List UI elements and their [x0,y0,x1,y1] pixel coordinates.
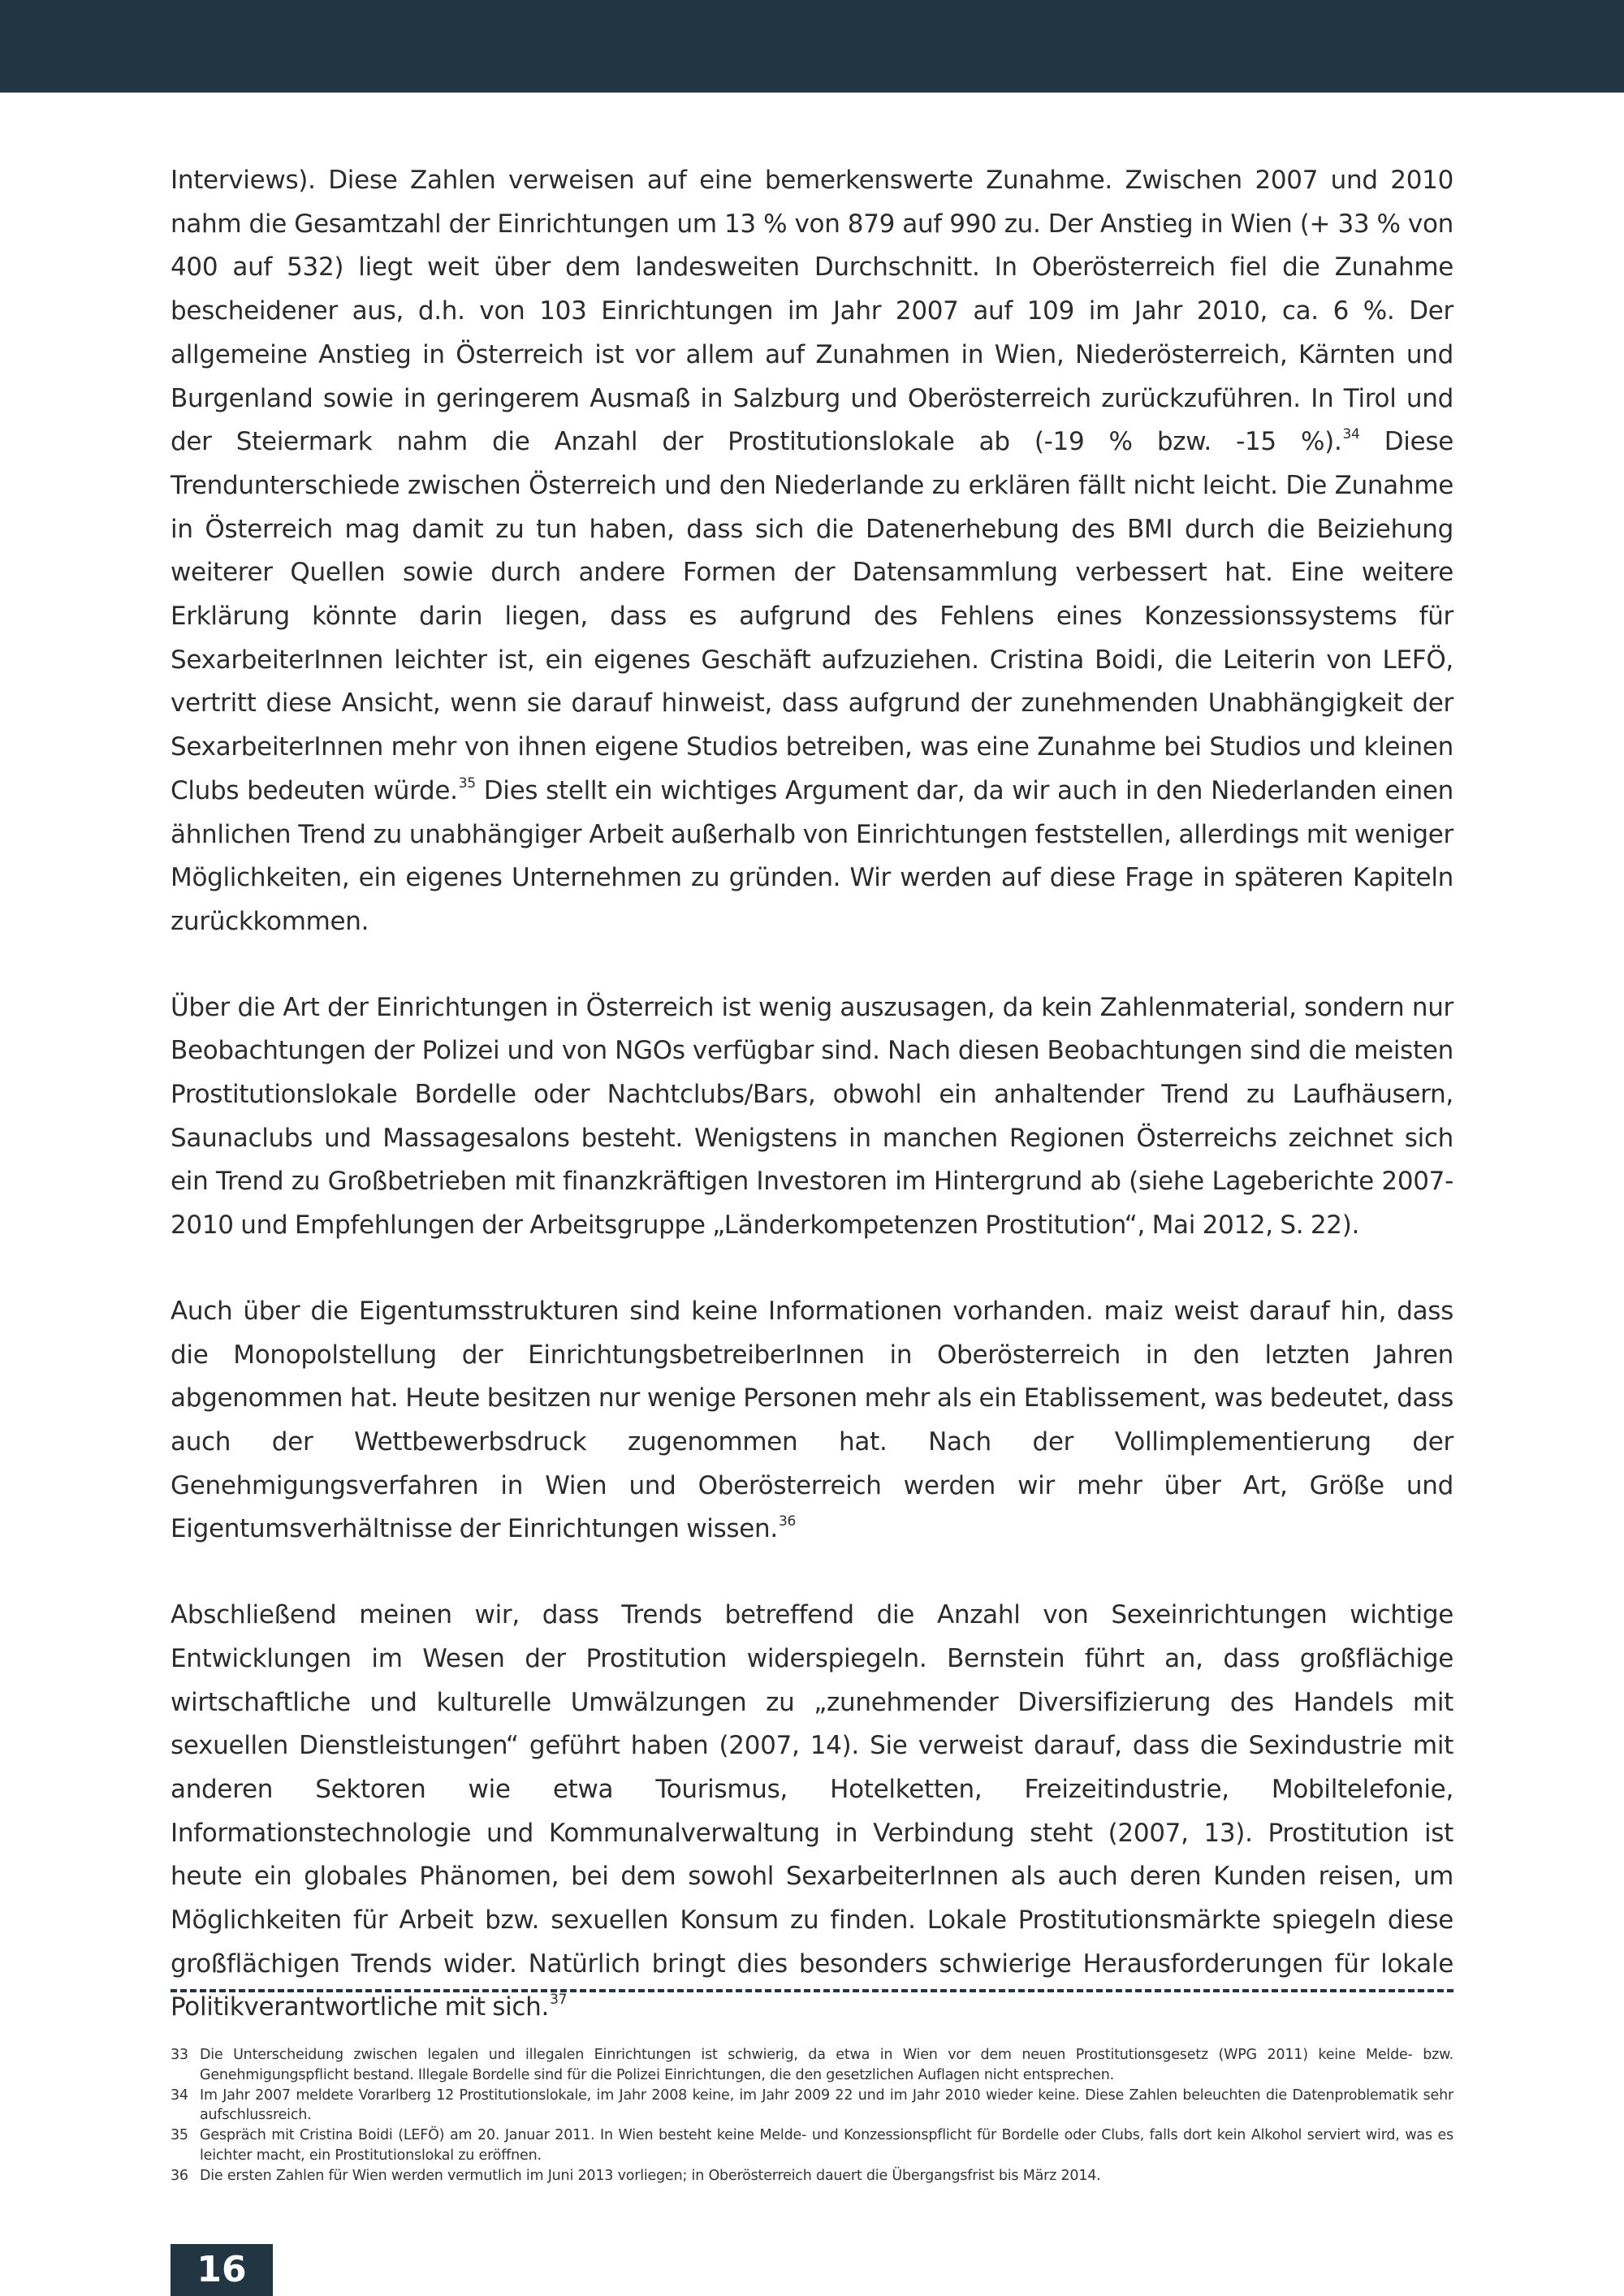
footnote-35 [171,2126,1453,2166]
body-text [171,159,1453,2072]
footnote-number: 36 [171,2167,188,2184]
footnote-text: Die Unterscheidung zwischen legalen und illegalen Einrichtungen ist schwierig, da etwa in Wien vor dem neuen Prostitutionsgesetz (WPG 2011) keine Melde- bzw. Genehmigungspflicht bestand. Illegale Bordelle sind für die Polizei Einrichtungen, die den gesetzlichen Auflagen nicht entsprechen. [200,2047,1453,2083]
paragraph-3-text: Auch über die Eigentumsstrukturen sind keine Informationen vorhanden. maiz weist darauf hin, dass die Monopolstellung der EinrichtungsbetreiberInnen in Oberösterreich in den letzten Jahren abgenommen hat. Heute besitzen nur wenige Personen mehr als ein Etablissement, was bedeutet, dass auch der Wettbewerbsdruck zugenommen hat. Nach der Vollimplementierung der Genehmigungsverfahren in Wien und Oberösterreich werden wir mehr über Art, Größe und Eigentumsverhältnisse der Einrichtungen wissen. [171,1296,1453,1544]
footnote-34 [171,2086,1453,2126]
page-number: 16 [171,2244,273,2296]
footnote-text: Im Jahr 2007 meldete Vorarlberg 12 Prostitutionslokale, im Jahr 2008 keine, im Jahr 2009 22 und im Jahr 2010 wieder keine. Diese Zahlen beleuchten die Datenproblematik sehr aufschlussreich. [200,2087,1453,2124]
footnote-33 [171,2045,1453,2086]
footnotes [171,2045,1453,2186]
footnote-ref-37[interactable]: 37 [550,1992,568,2009]
paragraph-1-text-b: Diese Trendunterschiede zwischen Österreich und den Niederlande zu erklären fällt nicht leicht. Die Zunahme in Österreich mag damit zu tun haben, dass sich die Datenerhebung des BMI durch die Beiziehung weiterer Quellen sowie durch andere Formen der Datensammlung verbessert hat. Eine weitere Erklärung könnte darin liegen, dass es aufgrund des Fehlens eines Konzessionssystems für SexarbeiterInnen leichter ist, ein eigenes Geschäft aufzuziehen. Cristina Boidi, die Leiterin von LEFÖ, vertritt diese Ansicht, wenn sie darauf hinweist, dass aufgrund der zunehmenden Unabhängigkeit der SexarbeiterInnen mehr von ihnen eigene Studios betreiben, was eine Zunahme bei Studios und kleinen Clubs bedeuten würde. [171,427,1453,805]
footnote-text: Die ersten Zahlen für Wien werden vermutlich im Juni 2013 vorliegen; in Oberösterreich dauert die Übergangsfrist bis März 2014. [200,2167,1101,2184]
paragraph-4-text: Abschließend meinen wir, dass Trends betreffend die Anzahl von Sexeinrichtungen wichtige Entwicklungen im Wesen der Prostitution widerspiegeln. Bernstein führt an, dass großflächige wirtschaftliche und kulturelle Umwälzungen zu „zunehmender Diversifizierung des Handels mit sexuellen Dienstleistungen“ geführt haben (2007, 14). Sie verweist darauf, dass die Sexindustrie mit anderen Sektoren wie etwa Tourismus, Hotelketten, Freizeitindustrie, Mobiltelefonie, Informationstechnologie und Kommunalverwaltung in Verbindung steht (2007, 13). Prostitution ist heute ein globales Phänomen, bei dem sowohl SexarbeiterInnen als auch deren Kunden reisen, um Möglichkeiten für Arbeit bzw. sexuellen Konsum zu finden. Lokale Prostitutionsmärkte spiegeln diese großflächigen Trends wider. Natürlich bringt dies besonders schwierige Herausforderungen für lokale Politikverantwortliche mit sich. [171,1600,1453,2022]
footnote-36 [171,2166,1453,2186]
footnote-ref-35[interactable]: 35 [458,775,476,792]
footnote-number: 33 [171,2047,188,2063]
paragraph-1 [171,159,1453,944]
footnote-number: 34 [171,2087,188,2104]
paragraph-1-text-a: Interviews). Diese Zahlen verweisen auf eine bemerkenswerte Zunahme. Zwischen 2007 und 2010 nahm die Gesamtzahl der Einrichtungen um 13 % von 879 auf 990 zu. Der Anstieg in Wien (+ 33 % von 400 auf 532) liegt weit über dem landesweiten Durchschnitt. In Oberösterreich fiel die Zunahme bescheidener aus, d.h. von 103 Einrichtungen im Jahr 2007 auf 109 im Jahr 2010, ca. 6 %. Der allgemeine Anstieg in Österreich ist vor allem auf Zunahmen in Wien, Niederösterreich, Kärnten und Burgenland sowie in geringerem Ausmaß in Salzburg und Oberösterreich zurückzuführen. In Tirol und der Steiermark nahm die Anzahl der Prostitutionslokale ab (-19 % bzw. -15 %). [171,166,1453,457]
paragraph-3 [171,1290,1453,1552]
paragraph-4 [171,1594,1453,2030]
footnote-ref-34[interactable]: 34 [1342,426,1360,443]
footnote-number: 35 [171,2127,188,2144]
header-bar [0,0,1624,93]
footnote-ref-36[interactable]: 36 [778,1513,797,1530]
paragraph-2 [171,986,1453,1248]
paragraph-2-text: Über die Art der Einrichtungen in Österreich ist wenig auszusagen, da kein Zahlenmaterial, sondern nur Beobachtungen der Polizei und von NGOs verfügbar sind. Nach diesen Beobachtungen sind die meisten Prostitutionslokale Bordelle oder Nachtclubs/Bars, obwohl ein anhaltender Trend zu Laufhäusern, Saunaclubs und Massagesalons besteht. Wenigstens in manchen Regionen Österreichs zeichnet sich ein Trend zu Großbetrieben mit finanzkräftigen Investoren im Hintergrund ab (siehe Lageberichte 2007-2010 und Empfehlungen der Arbeitsgruppe „Länderkompetenzen Prostitution“, Mai 2012, S. 22). [171,992,1453,1241]
footnote-text: Gespräch mit Cristina Boidi (LEFÖ) am 20. Januar 2011. In Wien besteht keine Melde- und Konzessionspflicht für Bordelle oder Clubs, falls dort kein Alkohol serviert wird, was es leichter macht, ein Prostitutionslokal zu eröffnen. [200,2127,1453,2164]
footnote-divider [171,1989,1453,1992]
paragraph-1-text-c: Dies stellt ein wichtiges Argument dar, da wir auch in den Niederlanden einen ähnlichen Trend zu unabhängiger Arbeit außerhalb von Einrichtungen feststellen, allerdings mit weniger Möglichkeiten, ein eigenes Unternehmen zu gründen. Wir werden auf diese Frage in späteren Kapiteln zurückkommen. [171,775,1453,936]
